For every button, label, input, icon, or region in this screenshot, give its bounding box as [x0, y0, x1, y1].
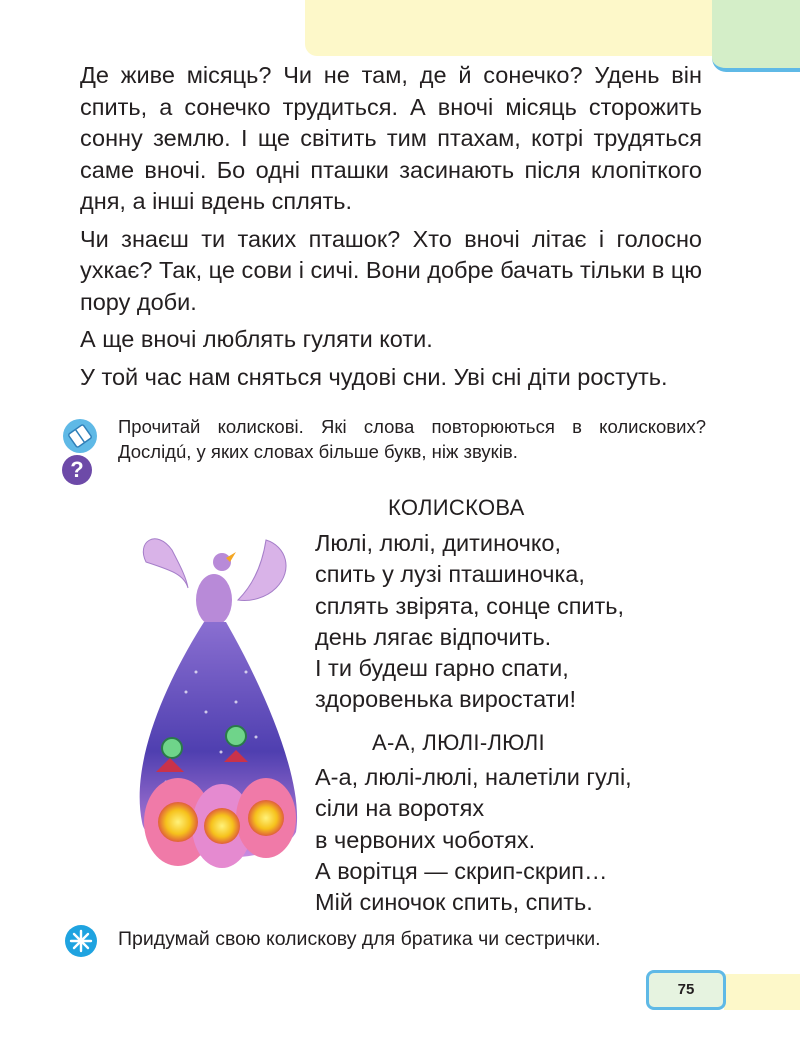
poem-line: в червоних чоботях. — [315, 826, 536, 853]
poem-line: Мій синочок спить, спить. — [315, 889, 593, 916]
poem-line: Люлі, люлі, дитиночко, — [315, 530, 561, 556]
task-write-lullaby: Придумай свою колискову для братика чи сестрички. — [118, 928, 601, 950]
task-read-lullabies: Прочитай колискові. Які слова повторюються в колискових? Дослідú, у яких словах більше букв, ніж звуків. — [118, 416, 706, 462]
poem-line: сплять звірята, сонце спить, — [315, 592, 625, 619]
poem-line: сіли на воротях — [315, 795, 485, 822]
poem-1 — [315, 528, 624, 716]
poem-2 — [315, 762, 632, 918]
question-icon: ? — [62, 455, 92, 485]
sparkle-icon — [64, 924, 98, 958]
story-paragraph-2: Чи знаєш ти таких пташок? Хто вночі літає і голосно ухкає? Так, це сови і сичі. Вони добре бачать тільки в цю пору доби. — [80, 225, 702, 315]
poem-line: А ворітця — скрип-скрип… — [315, 857, 608, 884]
footer-strip — [724, 974, 800, 1010]
poem-line: день лягає відпочить. — [315, 623, 552, 650]
page-number-box — [646, 970, 726, 1010]
bird-illustration — [126, 522, 306, 914]
page-number: 75 — [677, 981, 695, 998]
header-tab — [305, 0, 725, 56]
story-paragraph-4: У той час нам сняться чудові сни. Уві сні діти ростуть. — [80, 363, 668, 390]
poem-line: спить у лузі пташиночка, — [315, 561, 585, 588]
story-paragraph-1: Де живе місяць? Чи не там, де й сонечко? Удень він спить, а сонечко трудиться. А вночі місяць сторожить сонну землю. І ще світить тим птахам, котрі трудяться саме вночі. Бо одні пташки засинають після клопіткого дня, а інші вдень сплять. — [80, 62, 702, 214]
poem-2-title: А-А, ЛЮЛІ-ЛЮЛІ — [372, 730, 545, 755]
poem-line: А-а, люлі-люлі, налетіли гулі, — [315, 764, 632, 790]
story-text — [80, 60, 702, 393]
poem-line: здоровенька виростати! — [315, 686, 577, 713]
poem-line: І ти будеш гарно спати, — [315, 655, 569, 682]
story-paragraph-3: А ще вночі люблять гуляти коти. — [80, 326, 433, 352]
poem-1-title: КОЛИСКОВА — [388, 495, 525, 520]
book-icon — [62, 418, 98, 454]
header-stripe — [712, 0, 800, 72]
